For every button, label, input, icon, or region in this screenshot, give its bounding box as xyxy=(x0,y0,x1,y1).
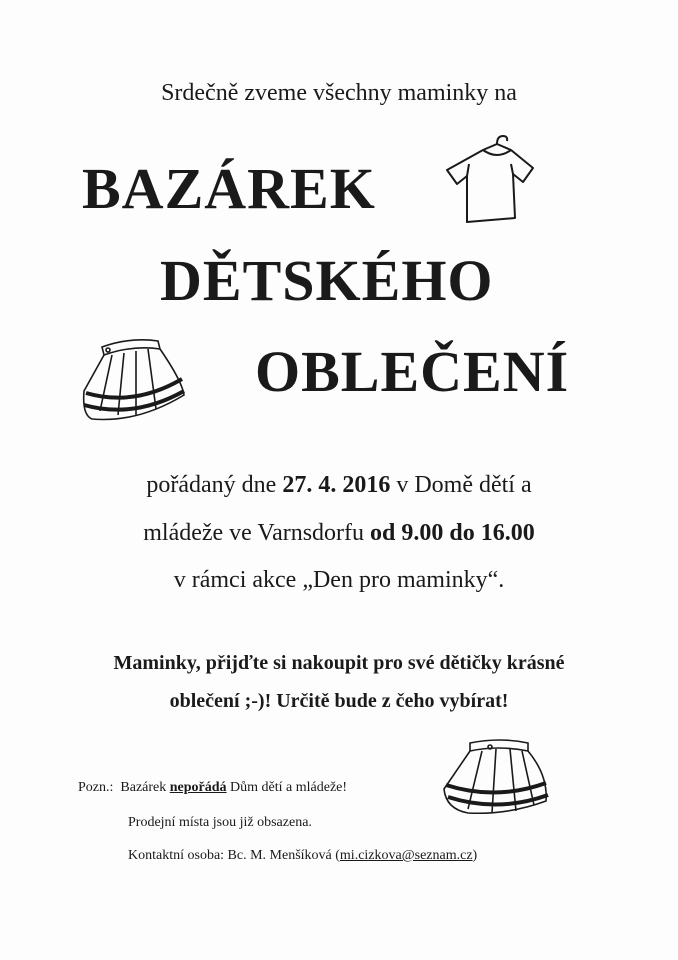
tshirt-icon xyxy=(445,130,540,225)
contact-email-link[interactable]: mi.cizkova@seznam.cz xyxy=(339,848,473,863)
call-line-1: Maminky, přijďte si nakoupit pro své dětičky krásné xyxy=(113,652,565,674)
title-line-2: DĚTSKÉHO xyxy=(160,248,494,313)
detail-line-1: pořádaný dne 27. 4. 2016 v Domě dětí a xyxy=(146,472,532,498)
skirt-icon xyxy=(438,735,553,817)
intro-line: Srdečně zveme všechny maminky na xyxy=(161,80,517,106)
note-line-2: Prodejní místa jsou již obsazena. xyxy=(128,815,312,830)
note-line-3: Kontaktní osoba: Bc. M. Menšíková (mi.cizkova@seznam.cz) xyxy=(128,848,478,863)
event-date: 27. 4. 2016 xyxy=(282,472,391,498)
event-time: od 9.00 do 16.00 xyxy=(370,520,535,546)
call-line-2: oblečení ;-)! Určitě bude z čeho vybírat! xyxy=(169,690,509,712)
title-line-1: BAZÁREK xyxy=(82,156,376,221)
note-line-1: Pozn.: Bazárek nepořádá Dům dětí a mládeže! xyxy=(78,780,348,795)
detail-line-2: mládeže ve Varnsdorfu od 9.00 do 16.00 xyxy=(143,520,535,546)
skirt-icon xyxy=(78,333,190,425)
title-line-3: OBLEČENÍ xyxy=(255,339,570,404)
detail-line-3: v rámci akce „Den pro maminky“. xyxy=(173,567,505,593)
